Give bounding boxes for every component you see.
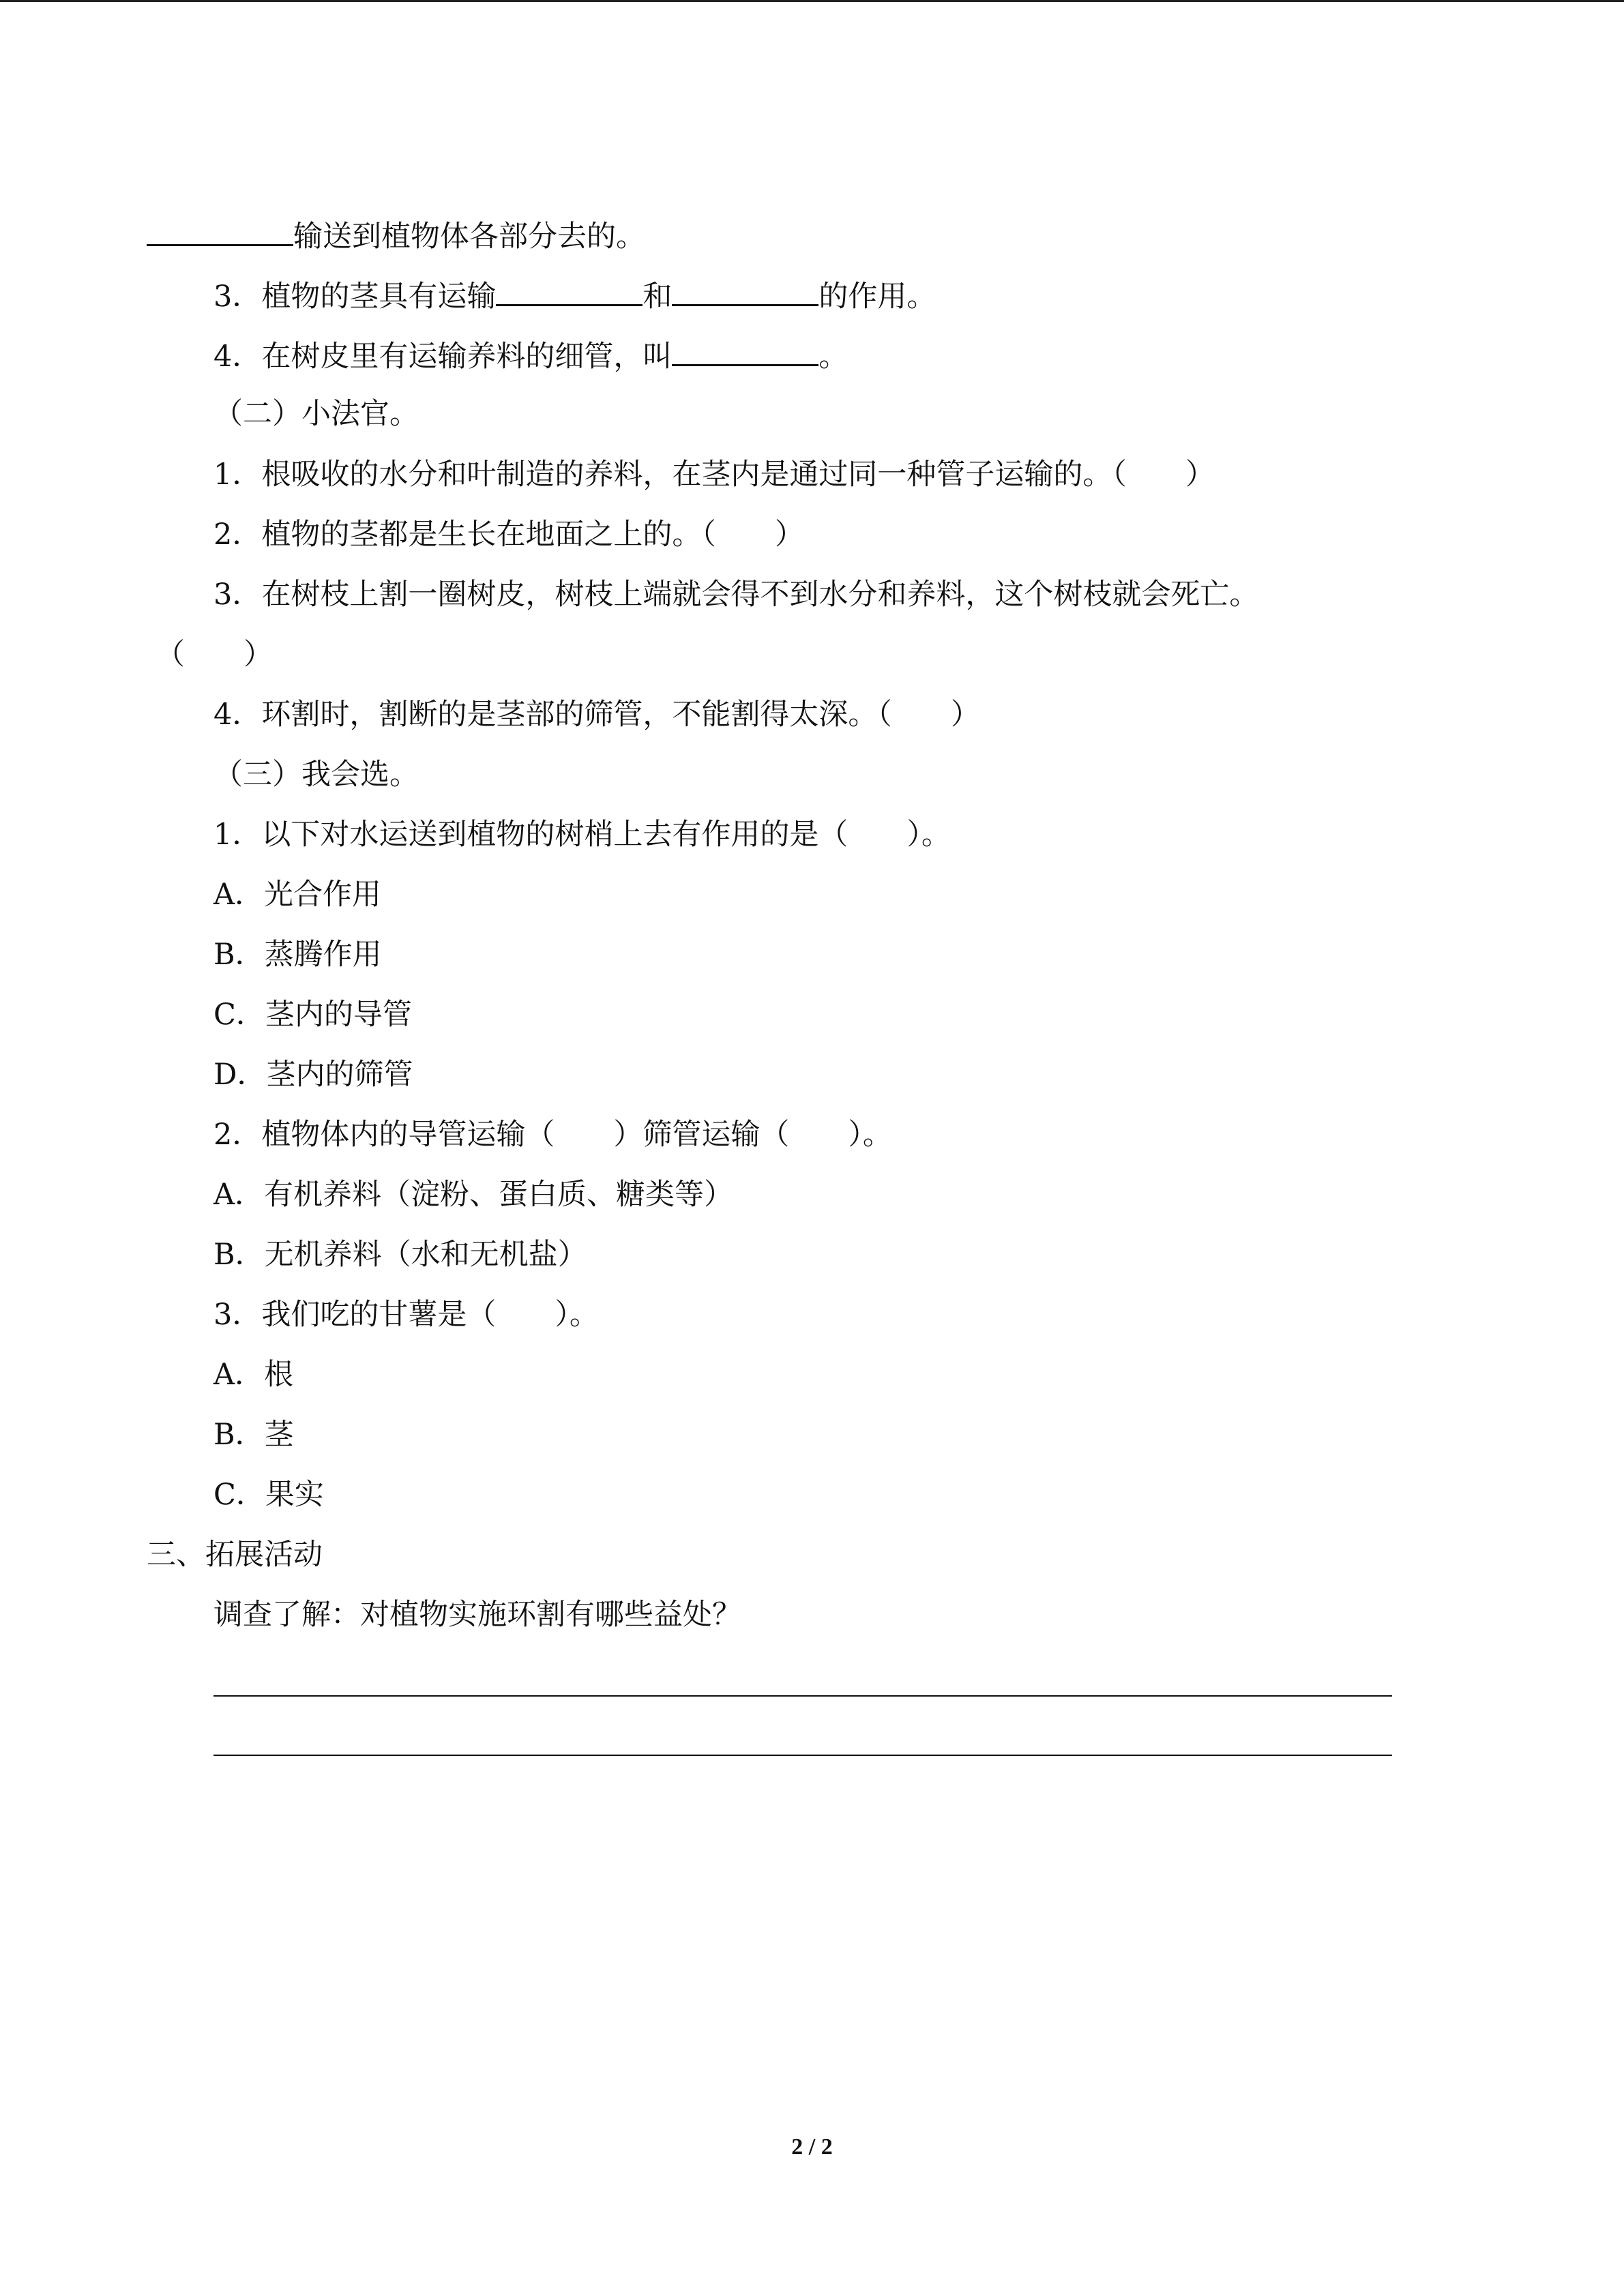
choose-heading: （三）我会选。: [213, 758, 419, 792]
blank-field[interactable]: [147, 214, 293, 246]
fill-line-continuation: 输送到植物体各部分去的。: [147, 214, 645, 256]
choose-option: A．有机养料（淀粉、蛋白质、糖类等）: [213, 1178, 734, 1212]
judge-item: 4．环割时，割断的是茎部的筛管，不能割得太深。（ ）: [213, 698, 980, 732]
choose-option: D．茎内的筛管: [213, 1058, 413, 1092]
choose-option: C．茎内的导管: [213, 998, 412, 1032]
fill-question-3: 3．植物的茎具有运输 和 的作用。: [213, 274, 936, 316]
judge-item-paren: （ ）: [156, 638, 273, 672]
judge-item: 1．根吸收的水分和叶制造的养料，在茎内是通过同一种管子运输的。（ ）: [213, 458, 1215, 492]
extend-heading: 三、拓展活动: [147, 1538, 323, 1572]
fill-question-4: 4．在树皮里有运输养料的细管，叫 。: [213, 334, 848, 376]
top-border: [0, 0, 1624, 2]
choose-option: A．光合作用: [213, 878, 382, 912]
answer-line[interactable]: [213, 1695, 1392, 1697]
judge-item: 3．在树枝上割一圈树皮，树枝上端就会得不到水分和养料，这个树枝就会死亡。: [213, 578, 1259, 612]
extend-prompt: 调查了解：对植物实施环割有哪些益处？: [213, 1598, 741, 1632]
choose-option: B．茎: [213, 1418, 294, 1452]
choose-option: B．蒸腾作用: [213, 938, 382, 972]
blank-field[interactable]: [672, 334, 818, 366]
blank-field[interactable]: [496, 274, 643, 306]
choose-option: B．无机养料（水和无机盐）: [213, 1238, 587, 1272]
judge-item: 2．植物的茎都是生长在地面之上的。（ ）: [213, 518, 804, 552]
judge-heading: （二）小法官。: [213, 397, 419, 431]
choose-question-2: 2．植物体内的导管运输（ ）筛管运输（ ）。: [213, 1118, 892, 1152]
blank-field[interactable]: [672, 274, 818, 306]
choose-option: C．果实: [213, 1478, 324, 1512]
answer-line[interactable]: [213, 1755, 1392, 1756]
page-number: 2 / 2: [791, 2134, 833, 2160]
choose-option: A．根: [213, 1358, 294, 1392]
choose-question-3: 3．我们吃的甘薯是（ ）。: [213, 1298, 599, 1332]
choose-question-1: 1．以下对水运送到植物的树梢上去有作用的是（ ）。: [213, 818, 951, 852]
